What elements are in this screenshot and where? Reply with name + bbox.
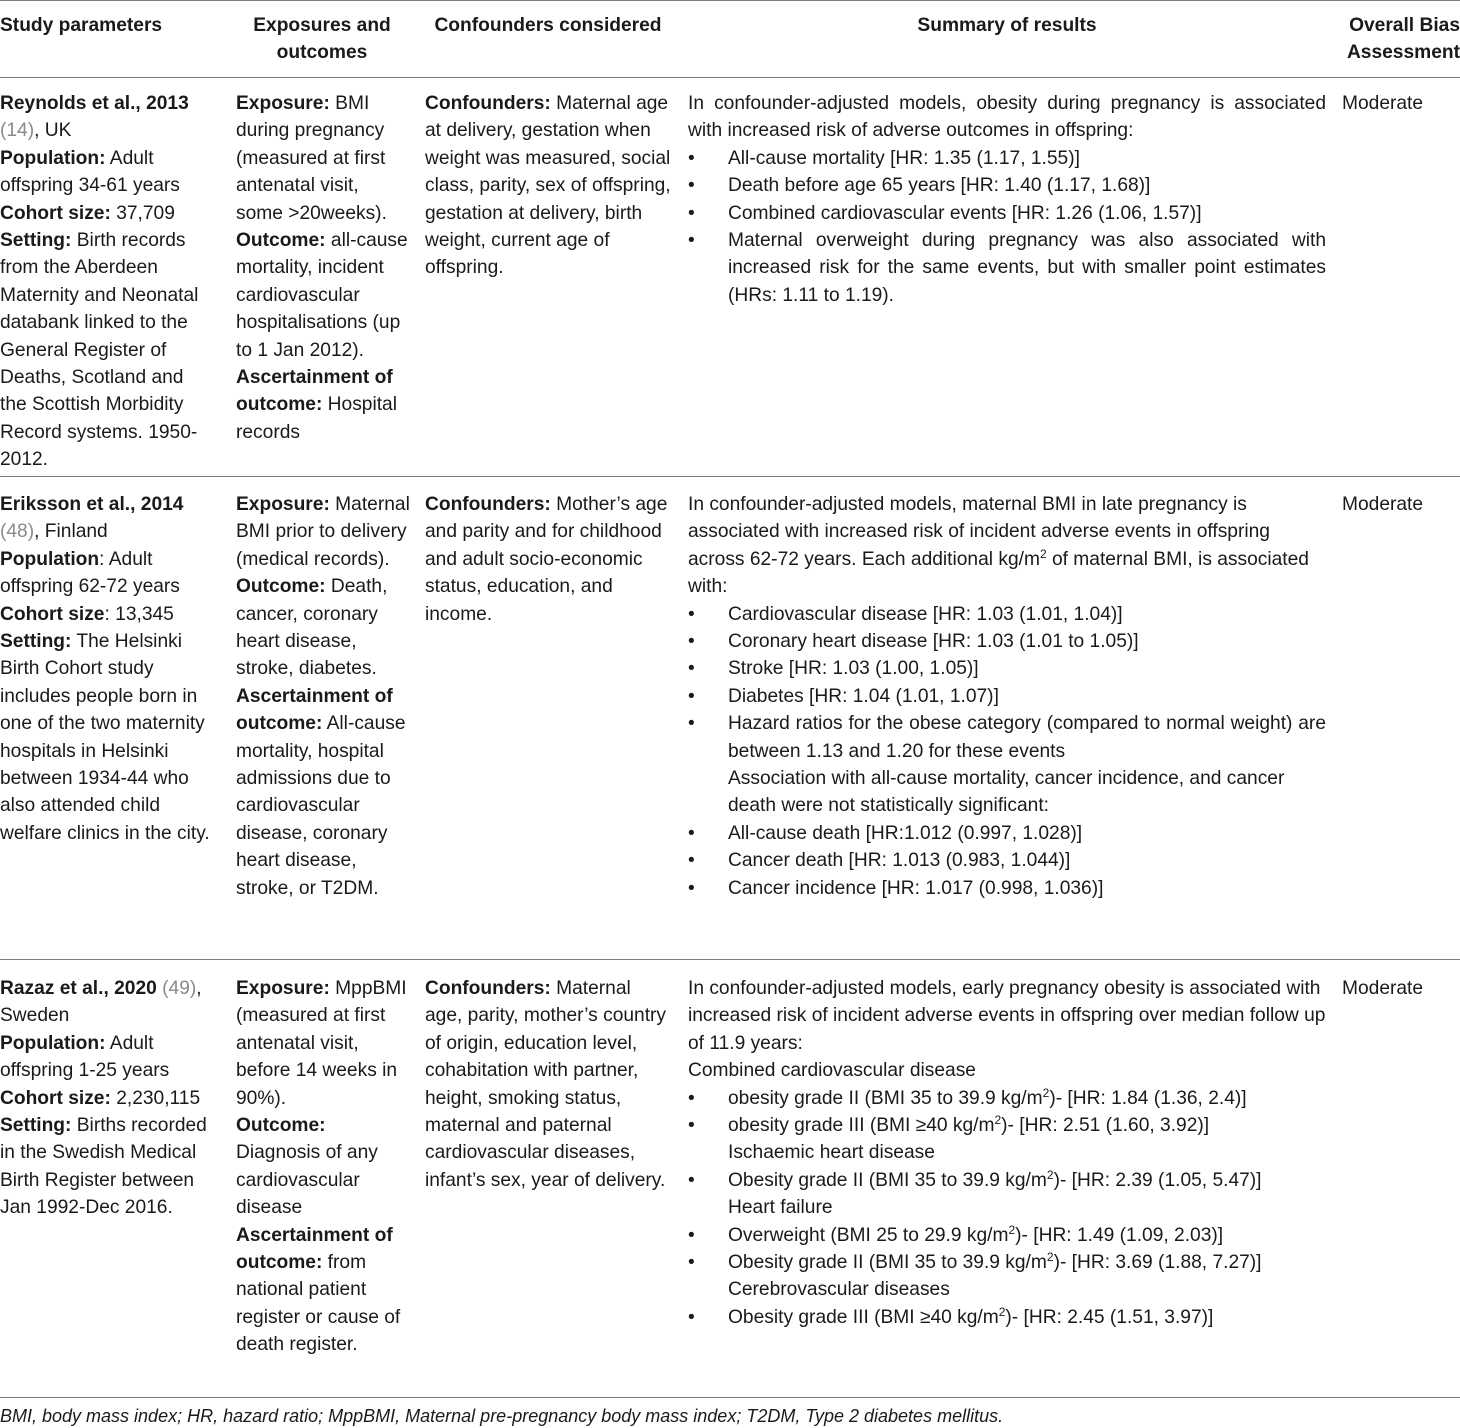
exposure-label: Exposure:	[236, 93, 330, 114]
setting-label: Setting:	[0, 1115, 72, 1137]
study-country: ,	[196, 978, 202, 999]
ascertainment-value: from national patient register or cause of death register.	[236, 1252, 401, 1356]
bullet-text: Obesity grade II (BMI 35 to 39.9 kg/m	[728, 1169, 1047, 1191]
confounders-value: Maternal age at delivery, gestation when weight was measured, social class, parity, sex of offspring, gestation at delivery, birth weight, current age of offspring.	[425, 93, 671, 279]
table-top-rule	[0, 0, 1460, 1]
study-country: Sweden	[0, 1005, 70, 1027]
cohort-label: Cohort size:	[0, 202, 111, 224]
ascertainment-value: All-cause mortality, hospital admissions due to cardiovascular disease, coronary heart disease, stroke, or T2DM.	[236, 713, 406, 899]
bullet-text: )- [HR: 1.84 (1.36, 2.4)]	[1049, 1087, 1247, 1109]
superscript: 2	[1046, 1250, 1054, 1265]
confounders-label: Confounders:	[425, 494, 551, 515]
study-author: Reynolds et al., 2013	[0, 93, 189, 114]
summary-bullet	[688, 1222, 1326, 1249]
outcome-label: Outcome:	[236, 230, 326, 252]
header-confounders: Confounders considered	[434, 15, 662, 36]
cohort-value: 37,709	[110, 202, 175, 224]
population-value: Adult offspring 34-61 years	[0, 147, 180, 197]
summary-intro	[688, 491, 1326, 601]
bullet-text: )- [HR: 1.49 (1.09, 2.03)]	[1015, 1224, 1224, 1246]
row2-exposure-cell	[236, 491, 412, 902]
setting-value: Births recorded in the Swedish Medical Birth Register between Jan 1992-Dec 2016.	[0, 1115, 207, 1219]
bullet-text: )- [HR: 2.39 (1.05, 5.47)]	[1053, 1169, 1262, 1191]
superscript: 2	[998, 1304, 1006, 1319]
row-divider-1	[0, 476, 1460, 477]
outcome-value: Diagnosis of any cardiovascular disease	[236, 1142, 378, 1219]
exposure-value: Maternal BMI prior to delivery (medical records).	[236, 494, 410, 570]
study-author: Razaz et al., 2020	[0, 978, 157, 999]
summary-group-heading: Cerebrovascular diseases	[728, 1279, 950, 1301]
bullet-text: )- [HR: 2.51 (1.60, 3.92)]	[1001, 1115, 1210, 1137]
header-exposures-outcomes	[236, 12, 408, 67]
population-label: Population:	[0, 147, 106, 169]
superscript: 2	[1039, 546, 1047, 561]
reference-link[interactable]: (49)	[162, 978, 197, 999]
population-value: Adult offspring 1-25 years	[0, 1032, 170, 1082]
summary-group-heading: Heart failure	[728, 1197, 833, 1219]
confounders-label: Confounders:	[425, 978, 551, 999]
row3-summary-cell	[688, 975, 1326, 1331]
outcome-value: all-cause mortality, incident cardiovascular hospitalisations (up to 1 Jan 2012).	[236, 230, 408, 361]
exposure-label: Exposure:	[236, 978, 330, 999]
setting-value: The Helsinki Birth Cohort study includes people born in one of the two maternity hospitals in Helsinki between 1934-44 who also attended child welfare clinics in the city.	[0, 631, 210, 844]
superscript: 2	[994, 1113, 1002, 1128]
ascertainment-label: Ascertainment of outcome:	[236, 367, 393, 416]
cohort-label: Cohort size:	[0, 1087, 111, 1109]
setting-value: Birth records from the Aberdeen Maternity and Neonatal databank linked to the General Register of Deaths, Scotland and the Scottish Morbidity Record systems. 1950-2012.	[0, 230, 199, 471]
cohort-value: : 13,345	[104, 603, 174, 625]
row2-summary-cell	[688, 491, 1326, 902]
summary-bullet: • Diabetes [HR: 1.04 (1.01, 1.07)]	[688, 683, 1326, 710]
setting-label: Setting:	[0, 631, 72, 653]
summary-bullet	[688, 1085, 1326, 1112]
header-rule	[0, 77, 1460, 78]
confounders-value: Mother’s age and parity and for childhood and adult socio-economic status, education, and income.	[425, 494, 668, 625]
row3-bias: Moderate	[1342, 978, 1424, 999]
ascertainment-label: Ascertainment of outcome:	[236, 1224, 393, 1274]
study-country: , UK	[34, 120, 72, 142]
summary-bullet: • Hazard ratios for the obese category (compared to normal weight) are between 1.13 and 1.20 for these events	[688, 710, 1326, 765]
exposure-value: BMI during pregnancy (measured at first antenatal visit, some >20weeks).	[236, 93, 387, 224]
bullet-text: )- [HR: 3.69 (1.88, 7.27)]	[1053, 1252, 1262, 1274]
population-label: Population:	[0, 1032, 106, 1054]
header-bias-line2: Assessment	[1346, 42, 1460, 64]
row3-confounders-cell	[425, 975, 671, 1194]
header-summary: Summary of results	[917, 15, 1097, 36]
setting-label: Setting:	[0, 230, 72, 252]
summary-bullet	[688, 1112, 1326, 1139]
cohort-label: Cohort size	[0, 603, 105, 625]
row-divider-2	[0, 959, 1460, 960]
exposure-value: MppBMI (measured at first antenatal visit, before 14 weeks in 90%).	[236, 978, 407, 1109]
summary-bullet: • Coronary heart disease [HR: 1.03 (1.01 to 1.05)]	[688, 628, 1326, 655]
bullet-text: Obesity grade II (BMI 35 to 39.9 kg/m	[728, 1252, 1047, 1274]
row2-study-cell	[0, 491, 218, 847]
summary-bullet	[688, 1167, 1326, 1194]
summary-group-heading: Combined cardiovascular disease	[688, 1060, 976, 1082]
summary-bullet	[688, 1304, 1326, 1331]
population-label: Population	[0, 548, 100, 570]
summary-bullet: • Cancer death [HR: 1.013 (0.983, 1.044)]	[688, 847, 1326, 874]
row2-bias: Moderate	[1342, 494, 1424, 515]
outcome-label: Outcome:	[236, 576, 326, 598]
study-country: , Finland	[34, 521, 108, 543]
header-exposures-line1: Exposures and	[253, 15, 391, 36]
bullet-text: obesity grade III (BMI ≥40 kg/m	[728, 1115, 995, 1137]
table-bottom-rule	[0, 1397, 1460, 1398]
confounders-label: Confounders:	[425, 93, 551, 114]
row1-confounders-cell	[425, 90, 671, 282]
bullet-text: Overweight (BMI 25 to 29.9 kg/m	[728, 1224, 1009, 1246]
summary-bullet: • Cancer incidence [HR: 1.017 (0.998, 1.036)]	[688, 875, 1326, 902]
study-author: Eriksson et al., 2014	[0, 494, 184, 515]
summary-bullet	[688, 1249, 1326, 1276]
bullet-text: Obesity grade III (BMI ≥40 kg/m	[728, 1306, 999, 1328]
summary-bullet: • All-cause mortality [HR: 1.35 (1.17, 1.55)]	[688, 145, 1326, 172]
ascertainment-label: Ascertainment of outcome:	[236, 685, 393, 735]
header-exposures-line2: outcomes	[276, 42, 368, 64]
summary-bullet: • All-cause death [HR:1.012 (0.997, 1.028)]	[688, 820, 1326, 847]
summary-intro: In confounder-adjusted models, obesity during pregnancy is associated with increased risk of adverse outcomes in offspring:	[688, 93, 1326, 142]
bullet-text: )- [HR: 2.45 (1.51, 3.97)]	[1005, 1306, 1214, 1328]
summary-bullet: • Combined cardiovascular events [HR: 1.26 (1.06, 1.57)]	[688, 200, 1326, 227]
population-value: : Adult offspring 62-72 years	[0, 548, 180, 598]
row3-study-cell	[0, 975, 218, 1222]
header-bias	[1340, 12, 1460, 67]
row1-exposure-cell	[236, 90, 408, 446]
row3-exposure-cell	[236, 975, 408, 1359]
bullet-text: obesity grade II (BMI 35 to 39.9 kg/m	[728, 1087, 1043, 1109]
superscript: 2	[1008, 1222, 1016, 1237]
summary-intro-text: In confounder-adjusted models, maternal BMI in late pregnancy is associated with increased risk of incident adverse events in offspring across 62-72 years. Each additional kg/m	[688, 494, 1270, 570]
table-footnote: BMI, body mass index; HR, hazard ratio; MppBMI, Maternal pre-pregnancy body mass index; T2DM, Type 2 diabetes mellitus.	[0, 1406, 1004, 1426]
row1-study-cell	[0, 90, 214, 474]
reference-link[interactable]: (48)	[0, 521, 35, 543]
confounders-value: Maternal age, parity, mother’s country of origin, education level, cohabitation with partner, height, smoking status, maternal and paternal cardiovascular diseases, infant’s sex, year of delivery.	[425, 978, 667, 1191]
summary-group-heading: Ischaemic heart disease	[728, 1142, 935, 1164]
cohort-value: 2,230,115	[110, 1087, 201, 1109]
outcome-value: Death, cancer, coronary heart disease, stroke, diabetes.	[236, 576, 388, 680]
ascertainment-value: Hospital records	[236, 394, 397, 443]
summary-bullet: • Maternal overweight during pregnancy was also associated with increased risk for the same events, but with smaller point estimates (HRs: 1.11 to 1.19).	[688, 227, 1326, 309]
reference-link[interactable]: (14)	[0, 120, 35, 142]
summary-bullet: • Death before age 65 years [HR: 1.40 (1.17, 1.68)]	[688, 172, 1326, 199]
summary-intro: In confounder-adjusted models, early pregnancy obesity is associated with increased risk of incident adverse events in offspring over median follow up of 11.9 years:	[688, 978, 1326, 1054]
superscript: 2	[1042, 1085, 1050, 1100]
row1-summary-cell	[688, 90, 1326, 309]
header-study-parameters: Study parameters	[0, 15, 163, 36]
header-bias-line1: Overall Bias	[1349, 15, 1460, 36]
summary-bullet: • Stroke [HR: 1.03 (1.00, 1.05)]	[688, 655, 1326, 682]
summary-note: Association with all-cause mortality, cancer incidence, and cancer death were not statistically significant:	[728, 768, 1285, 817]
superscript: 2	[1046, 1167, 1054, 1182]
row2-confounders-cell	[425, 491, 675, 628]
summary-bullet: • Cardiovascular disease [HR: 1.03 (1.01, 1.04)]	[688, 601, 1326, 628]
row1-bias: Moderate	[1342, 93, 1424, 114]
summary-intro-text: of maternal BMI, is associated with:	[688, 548, 1309, 598]
outcome-label: Outcome:	[236, 1115, 326, 1137]
exposure-label: Exposure:	[236, 494, 330, 515]
